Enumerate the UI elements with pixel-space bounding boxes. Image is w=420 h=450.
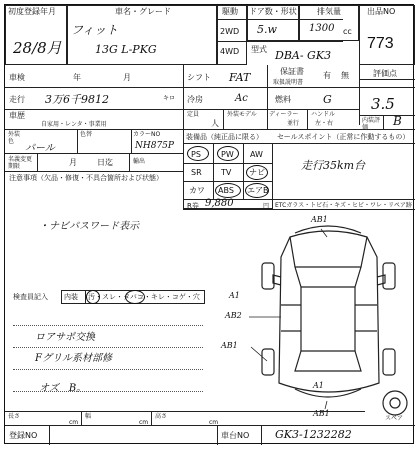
equip-leather: カワ bbox=[189, 186, 205, 195]
equip-pw: PW bbox=[221, 150, 234, 159]
interior-eval-value: B bbox=[393, 114, 402, 128]
color-change-label: 色替 bbox=[80, 131, 93, 138]
wheel-rear-right bbox=[383, 349, 395, 375]
model-label: 型式 bbox=[251, 45, 267, 54]
score-label: 評価点 bbox=[373, 69, 397, 78]
color-label: 外装色 bbox=[8, 131, 21, 145]
dealer-label: ディーラー bbox=[269, 111, 299, 118]
displacement-unit: cc bbox=[343, 27, 352, 36]
grade-value: 13G L-PKG bbox=[95, 43, 157, 56]
chassis-label: 車台NO bbox=[221, 431, 250, 440]
interior-box-items: 汚・スレ・タバコ・キレ・コゲ・穴 bbox=[88, 293, 200, 301]
inspector-note-1: ロアサポ交換 bbox=[35, 332, 95, 343]
fuel-value: G bbox=[323, 93, 332, 106]
damage-mark-left-rear: AB1 bbox=[221, 341, 238, 350]
interior-eval-label: 内装評価 bbox=[362, 117, 381, 131]
manual-label: 取扱説明書 bbox=[273, 79, 304, 86]
equip-ps: PS bbox=[191, 150, 201, 159]
mileage-unit: キロ bbox=[163, 95, 176, 102]
width-unit: cm bbox=[139, 419, 149, 426]
name-change-month: 月 bbox=[69, 158, 77, 167]
history-options: 自家用・レンタ・事業用 bbox=[41, 121, 107, 128]
doors-value: 5.w bbox=[257, 23, 277, 36]
car-name-value: フィット bbox=[71, 23, 119, 37]
exterior-model-label: 外装モデル bbox=[227, 111, 257, 118]
inspector-note-3: オズ B。 bbox=[39, 383, 87, 394]
equipment-label: 装備品（純正品に限る） bbox=[186, 133, 263, 141]
r-ticket-unit: 円 bbox=[263, 203, 270, 210]
inspection-label: 車検 bbox=[9, 73, 25, 82]
drive-option-2wd: 2WD bbox=[220, 27, 240, 36]
damage-mark-left-door: AB2 bbox=[225, 311, 242, 320]
car-body-outline bbox=[279, 231, 379, 392]
chassis-value: GK3-1232282 bbox=[275, 428, 352, 441]
fuel-label: 燃料 bbox=[275, 95, 291, 104]
color-value: パール bbox=[25, 143, 55, 154]
doors-label: ドア数・形状 bbox=[249, 7, 297, 16]
color-no-label: カラーNO bbox=[133, 131, 161, 138]
damage-mark-left-front: A1 bbox=[229, 291, 240, 300]
notes-value: ・ナビパスワード表示 bbox=[39, 221, 139, 232]
displacement-label: 排気量 bbox=[317, 7, 341, 16]
damage-mark-rear-bumper: AB1 bbox=[313, 409, 330, 418]
glass-damage-label: ETCガラス・トビ石・キズ・ヒビ・ワレ・リペア跡 bbox=[275, 202, 412, 209]
height-unit: cm bbox=[209, 419, 219, 426]
reg-no-label: 登録NO bbox=[9, 431, 38, 440]
equip-tv: TV bbox=[221, 168, 232, 177]
drive-option-4wd: 4WD bbox=[220, 47, 240, 56]
first-reg-value: 28/8月 bbox=[13, 39, 62, 57]
wheel-rear-left bbox=[262, 349, 274, 375]
aircon-label: 冷房 bbox=[187, 95, 203, 104]
lot-value: 773 bbox=[367, 35, 394, 52]
mileage-value: 3万6千9812 bbox=[45, 93, 109, 106]
lot-label: 出品NO bbox=[367, 7, 396, 16]
height-label: 高さ bbox=[155, 413, 168, 420]
name-change-label: 名義変更期限 bbox=[8, 156, 33, 170]
history-label: 車歴 bbox=[9, 111, 25, 120]
sales-point-label: セールスポイント（正常に作動するもの） bbox=[277, 133, 410, 141]
r-ticket-value: 9,880 bbox=[205, 198, 234, 209]
equip-sr: SR bbox=[191, 168, 202, 177]
inspection-month-label: 月 bbox=[123, 73, 131, 82]
interior-box-label: 内装 bbox=[64, 293, 78, 301]
inspection-year-label: 年 bbox=[73, 73, 81, 82]
sales-point-value: 走行35km台 bbox=[301, 159, 366, 172]
first-reg-label: 初度登録年月 bbox=[8, 7, 56, 16]
spare-label: スペア bbox=[385, 415, 404, 422]
notes-label: 注意事項（欠品・修復・不具合箇所および状態） bbox=[9, 174, 163, 182]
equip-airbag: エアB bbox=[247, 186, 269, 195]
damage-mark-rear: A1 bbox=[313, 381, 324, 390]
equip-aw: AW bbox=[250, 150, 263, 159]
inspector-note-2: Fグリル系材部修 bbox=[35, 353, 112, 364]
name-change-day: 日迄 bbox=[97, 158, 113, 167]
displacement-value: 1300 bbox=[309, 23, 335, 34]
capacity-unit: 人 bbox=[211, 119, 219, 128]
warranty-no: 無 bbox=[341, 71, 349, 80]
car-body-diagram bbox=[5, 5, 415, 445]
length-unit: cm bbox=[69, 419, 79, 426]
export-label: 輸出 bbox=[133, 158, 146, 165]
dealer-value: 並行 bbox=[287, 120, 300, 127]
warranty-yes: 有 bbox=[323, 71, 331, 80]
r-ticket-label: R券 bbox=[187, 202, 199, 210]
shift-value: FAT bbox=[229, 71, 251, 84]
score-value: 3.5 bbox=[371, 95, 395, 113]
handle-options: 左・右 bbox=[315, 120, 334, 127]
spare-tire bbox=[383, 391, 407, 415]
width-label: 幅 bbox=[85, 413, 92, 420]
model-value: DBA- GK3 bbox=[275, 49, 332, 62]
length-label: 長さ bbox=[8, 413, 21, 420]
handle-label: ハンドル bbox=[311, 111, 336, 118]
aircon-value: Ac bbox=[235, 93, 248, 104]
shift-label: シフト bbox=[187, 73, 211, 82]
damage-mark-front: AB1 bbox=[311, 215, 328, 224]
capacity-label: 定員 bbox=[187, 111, 200, 118]
warranty-label: 保証書 bbox=[280, 67, 304, 76]
color-no-value: NH875P bbox=[135, 141, 174, 151]
inspector-label: 検査員記入 bbox=[13, 293, 48, 301]
auction-sheet bbox=[4, 4, 414, 444]
wheel-front-left bbox=[262, 263, 274, 289]
car-name-label: 車名・グレード bbox=[115, 7, 171, 16]
equip-abs: ABS bbox=[218, 186, 234, 195]
drive-label: 駆動 bbox=[222, 7, 238, 16]
mileage-label: 走行 bbox=[9, 95, 25, 104]
equip-navi: ナビ bbox=[249, 168, 265, 177]
